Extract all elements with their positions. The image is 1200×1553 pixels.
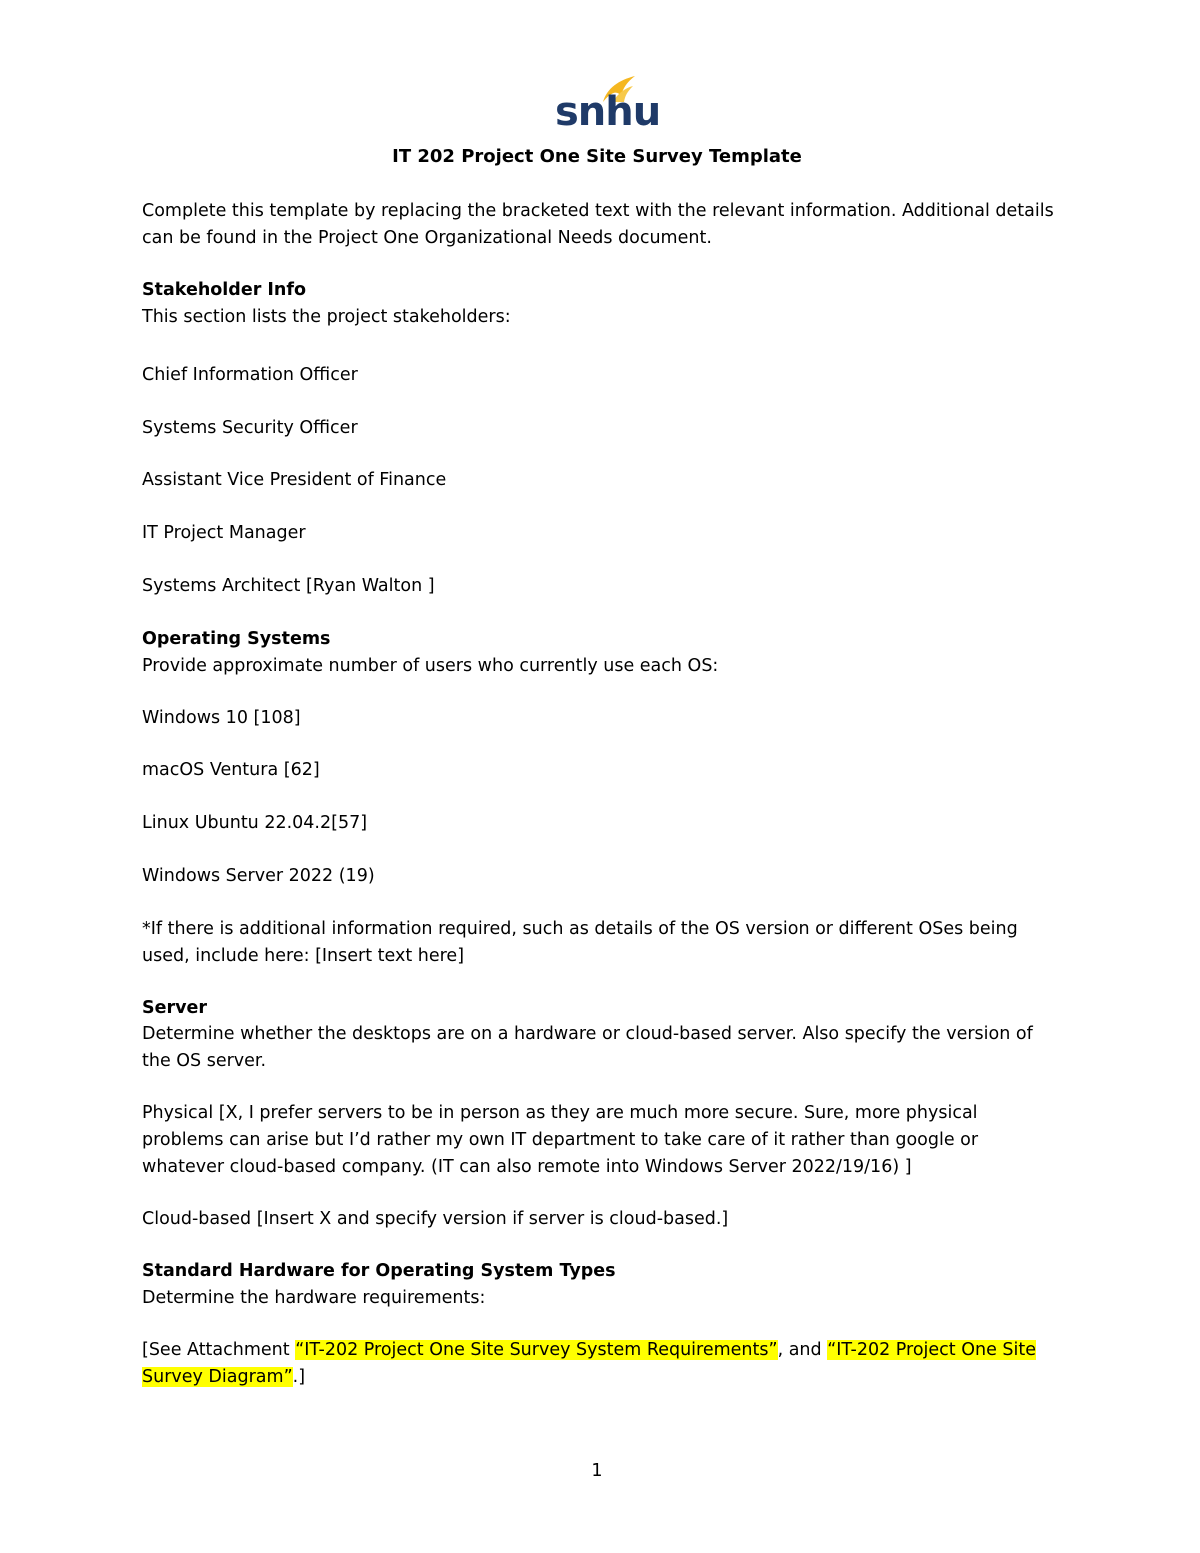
document-title: IT 202 Project One Site Survey Template bbox=[392, 146, 802, 167]
hardware-description: Determine the hardware requirements: bbox=[142, 1288, 486, 1308]
attach-mid: , and bbox=[777, 1340, 828, 1360]
stakeholder-item: Chief Information Officer bbox=[142, 365, 358, 385]
intro-text: Complete this template by replacing the bracketed text with the relevant information. Additional details can be found in the Project One Organizational Needs document. bbox=[142, 201, 1054, 248]
page-number: 1 bbox=[591, 1461, 603, 1481]
stakeholder-description: This section lists the project stakeholders: bbox=[142, 307, 511, 327]
stakeholder-item: Systems Architect [Ryan Walton ] bbox=[142, 576, 435, 596]
attach-prefix: [See Attachment bbox=[142, 1340, 296, 1360]
stakeholder-item: Systems Security Officer bbox=[142, 418, 358, 438]
os-item: Linux Ubuntu 22.04.2[57] bbox=[142, 813, 368, 833]
os-heading: Operating Systems bbox=[142, 629, 331, 649]
stakeholder-heading: Stakeholder Info bbox=[142, 280, 307, 300]
hardware-attachments bbox=[142, 1337, 1062, 1391]
logo-wordmark: snhu bbox=[555, 89, 661, 135]
os-item: Windows Server 2022 (19) bbox=[142, 866, 375, 886]
snhu-logo bbox=[555, 74, 661, 135]
server-physical: Physical [X, I prefer servers to be in person as they are much more secure. Sure, more physical problems can arise but I’d rather my own IT department to take care of it rather than google or whatever cloud-based company. (IT can also remote into Windows Server 2022/19/16) ] bbox=[142, 1103, 979, 1177]
server-description: Determine whether the desktops are on a hardware or cloud-based server. Also specify the version of the OS server. bbox=[142, 1024, 1033, 1071]
stakeholder-item: IT Project Manager bbox=[142, 523, 306, 543]
os-item: Windows 10 [108] bbox=[142, 708, 301, 728]
attachment-link-diagram: “IT-202 Project One Site Survey Diagram” bbox=[142, 1340, 1037, 1387]
os-note: *If there is additional information required, such as details of the OS version or different OSes being used, include here: [Insert text here] bbox=[142, 919, 1018, 966]
os-description: Provide approximate number of users who currently use each OS: bbox=[142, 656, 719, 676]
server-heading: Server bbox=[142, 998, 208, 1018]
os-item: macOS Ventura [62] bbox=[142, 760, 320, 780]
server-cloud: Cloud-based [Insert X and specify version if server is cloud-based.] bbox=[142, 1209, 729, 1229]
attachment-link-requirements: “IT-202 Project One Site Survey System Requirements” bbox=[295, 1340, 778, 1360]
attach-suffix: .] bbox=[292, 1367, 306, 1387]
hardware-heading: Standard Hardware for Operating System Types bbox=[142, 1261, 616, 1281]
stakeholder-item: Assistant Vice President of Finance bbox=[142, 470, 447, 490]
